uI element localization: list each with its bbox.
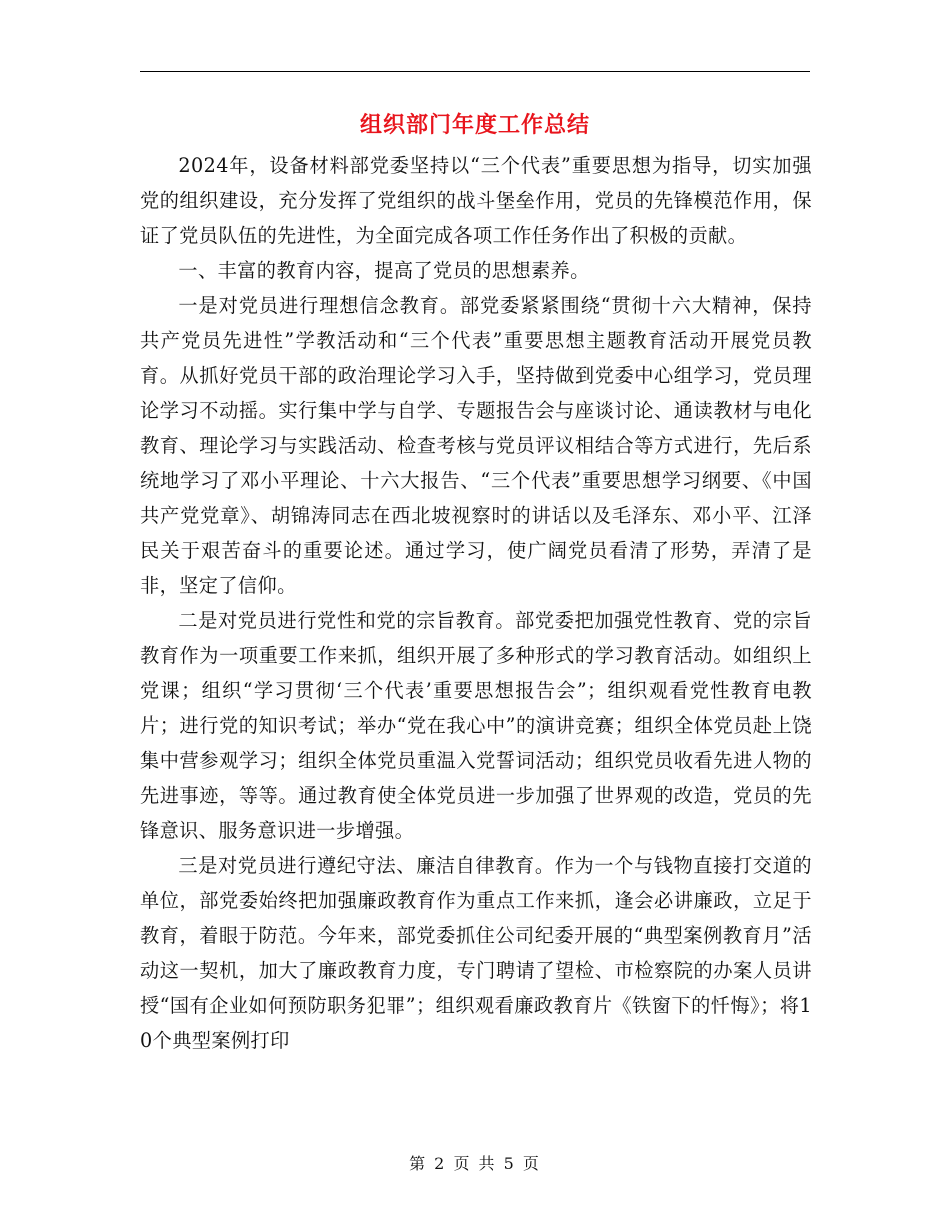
header-rule [140,71,810,72]
document-title: 组织部门年度工作总结 [359,112,590,138]
paragraph-integrity-education: 三是对党员进行遵纪守法、廉洁自律教育。作为一个与钱物直接打交道的单位，部党委始终把加强廉政教育作为重点工作来抓，逢会必讲廉政，立足于教育，着眼于防范。今年来，部党委抓住公司纪委开展的“典型案例教育月”活动这一契机，加大了廉政教育力度，专门聘请了望检、市检察院的办案人员讲授“国有企业如何预防职务犯罪”；组织观看廉政教育片《铁窗下的忏悔》；将10个典型案例打印 [140,854,812,1052]
paragraph-section-heading: 一、丰富的教育内容，提高了党员的思想素养。 [178,259,590,282]
paragraph-party-spirit-education: 二是对党员进行党性和党的宗旨教育。部党委把加强党性教育、党的宗旨教育作为一项重要工作来抓，组织开展了多种形式的学习教育活动。如组织上党课；组织“学习贯彻‘三个代表’重要思想报告会”；组织观看党性教育电教片；进行党的知识考试；举办“党在我心中”的演讲竞赛；组织全体党员赴上饶集中营参观学习；组织全体党员重温入党誓词活动；组织党员收看先进人物的先进事迹，等等。通过教育使全体党员进一步加强了世界观的改造，党员的先锋意识、服务意识进一步增强。 [140,609,812,842]
paragraph-intro: 2024年，设备材料部党委坚持以“三个代表”重要思想为指导，切实加强党的组织建设，充分发挥了党组织的战斗堡垒作用，党员的先锋模范作用，保证了党员队伍的先进性，为全面完成各项工作任务作出了积极的贡献。 [140,154,812,247]
document-body [140,148,812,1058]
paragraph-ideals-education: 一是对党员进行理想信念教育。部党委紧紧围绕“贯彻十六大精神，保持共产党员先进性”学教活动和“三个代表”重要思想主题教育活动开展党员教育。从抓好党员干部的政治理论学习入手，坚持做到党委中心组学习，党员理论学习不动摇。实行集中学与自学、专题报告会与座谈讨论、通读教材与电化教育、理论学习与实践活动、检查考核与党员评议相结合等方式进行，先后系统地学习了邓小平理论、十六大报告、“三个代表”重要思想学习纲要、《中国共产党党章》、胡锦涛同志在西北坡视察时的讲话以及毛泽东、邓小平、江泽民关于艰苦奋斗的重要论述。通过学习，使广阔党员看清了形势，弄清了是非，坚定了信仰。 [140,294,812,597]
page-number-footer: 第 2 页 共 5 页 [409,1154,541,1173]
